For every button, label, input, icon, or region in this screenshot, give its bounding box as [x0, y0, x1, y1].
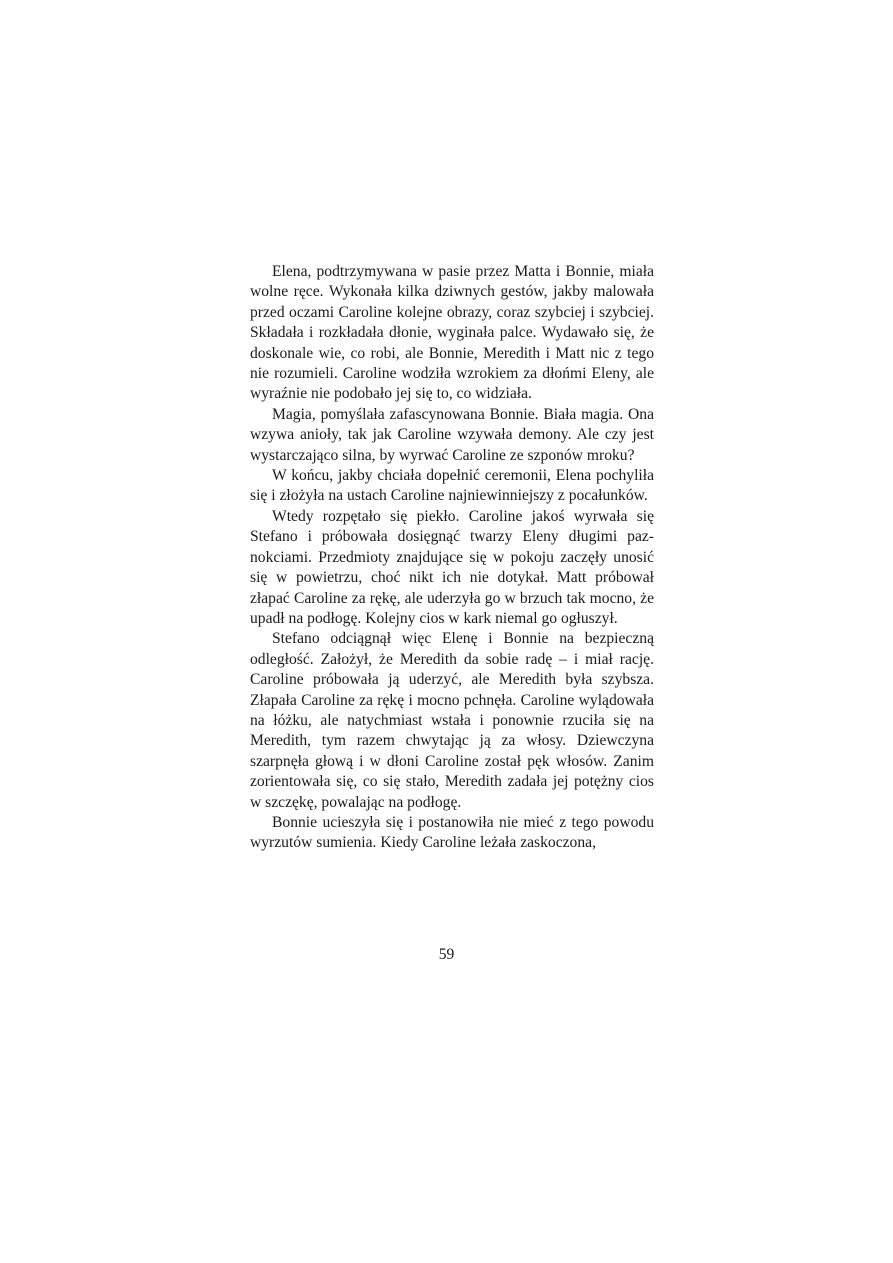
paragraph-6: Bonnie ucieszyła się i postanowiła nie mieć z tego powodu wyrzutów sumienia. Kiedy Caroline leżała zaskoczona, [250, 813, 654, 852]
paragraph-2: Magia, pomyślała zafascynowana Bonnie. Biała magia. Ona wzywa anioły, tak jak Caroline wzywała demony. Ale czy jest wystarczająco silna, by wyrwać Caroline ze szponów mroku? [250, 405, 654, 464]
paragraph-4: Wtedy rozpętało się piekło. Caroline jakoś wyrwała się Stefano i próbowała dosięgnąć twarzy Eleny długimi paznokciami. Przedmioty znajdujące się w pokoju zaczęły unosić się w powietrzu, choć nikt ich nie dotykał. Matt próbował złapać Caroline za rękę, ale uderzyła go w brzuch tak mocno, że upadł na podłogę. Kolejny cios w kark niemal go ogłuszył. [250, 507, 654, 627]
paragraph-5: Stefano odciągnął więc Elenę i Bonnie na bezpieczną odległość. Założył, że Meredith da sobie radę – i miał rację. Caroline próbowała ją uderzyć, ale Meredith była szybsza. Złapała Caroline za rękę i mocno pchnęła. Caroline wylądowała na łóżku, ale natychmiast wstała i ponownie rzuciła się na Meredith, tym razem chwytając ją za włosy. Dziewczyna szarpnęła głową i w dłoni Caroline został pęk włosów. Zanim zorientowała się, co się stało, Meredith zadała jej potężny cios w szczękę, powalając na podłogę. [250, 630, 654, 811]
body-text [250, 262, 654, 854]
page-number: 59 [438, 946, 455, 963]
paragraph-1: Elena, podtrzymywana w pasie przez Matta i Bonnie, miała wolne ręce. Wykonała kilka dziwnych gestów, jakby malowała przed oczami Caroline kolejne obrazy, coraz szybciej i szybciej. Składała i rozkładała dłonie, wyginała palce. Wydawało się, że doskonale wie, co robi, ale Bonnie, Meredith i Matt nic z tego nie rozumieli. Caroline wodziła wzrokiem za dłońmi Eleny, ale wyraźnie nie podobało jej się to, co widziała. [250, 263, 654, 403]
paragraph-3: W końcu, jakby chciała dopełnić ceremonii, Elena pochyliła się i złożyła na ustach Caroline najniewinniejszy z pocałunków. [250, 467, 654, 505]
